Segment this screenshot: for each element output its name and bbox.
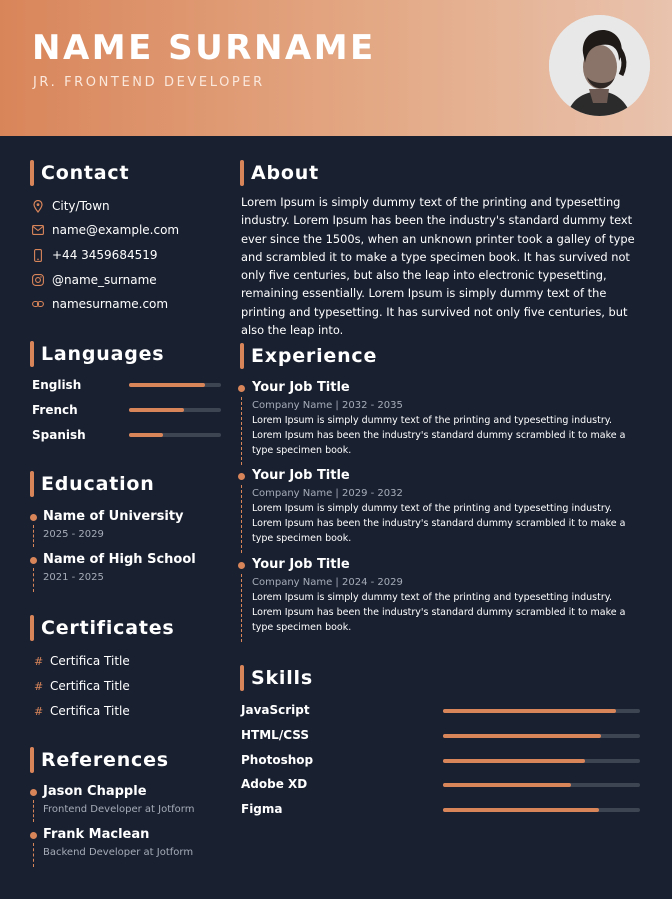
timeline-line	[33, 525, 34, 547]
language-level-bar	[129, 433, 221, 437]
language-row	[32, 377, 222, 395]
level-fill	[443, 734, 601, 738]
item-subtitle: Company Name | 2029 - 2032	[252, 488, 403, 499]
item-title: Name of University	[43, 509, 184, 524]
job-role: JR. FRONTEND DEVELOPER	[33, 75, 265, 90]
level-fill	[129, 433, 163, 437]
item-title: Name of High School	[43, 552, 196, 567]
skills-heading	[240, 665, 313, 691]
contact-website[interactable]: namesurname.com	[32, 295, 168, 313]
item-subtitle: 2021 - 2025	[43, 572, 104, 583]
item-description: Lorem Ipsum is simply dummy text of the printing and typesetting industry. Lorem Ipsum has been the industry's standard dummy scrambled it to make a type specimen book.	[252, 592, 626, 633]
timeline-dot	[238, 562, 245, 569]
timeline-line	[33, 843, 34, 867]
level-fill	[129, 408, 184, 412]
skill-level-bar	[443, 808, 640, 812]
item-label: Certifica Title	[50, 704, 130, 718]
certificate-item	[34, 653, 130, 669]
section-title: Certificates	[41, 617, 175, 639]
section-accent-bar	[30, 615, 34, 641]
item-label: HTML/CSS	[241, 728, 309, 742]
hash-icon: #	[34, 679, 44, 693]
languages-heading	[30, 341, 164, 367]
timeline-dot	[30, 832, 37, 839]
timeline-dot	[30, 557, 37, 564]
item-label: Photoshop	[241, 753, 314, 767]
section-accent-bar	[240, 343, 244, 369]
item-label: English	[32, 378, 82, 392]
section-title: Languages	[41, 343, 165, 365]
section-title: References	[41, 749, 169, 771]
section-accent-bar	[240, 160, 244, 186]
timeline-line	[241, 397, 242, 465]
item-title: Your Job Title	[252, 468, 350, 483]
section-title: Skills	[251, 667, 313, 689]
contact-location: City/Town	[32, 197, 110, 215]
item-subtitle: 2025 - 2029	[43, 529, 104, 540]
timeline-dot	[30, 514, 37, 521]
item-description: Lorem Ipsum is simply dummy text of the printing and typesetting industry. Lorem Ipsum has been the industry's standard dummy scrambled it to make a type specimen book.	[252, 503, 626, 544]
skill-row	[241, 801, 641, 819]
item-title: Jason Chapple	[43, 784, 147, 799]
full-name: NAME SURNAME	[32, 28, 376, 68]
level-fill	[443, 709, 616, 713]
section-title: Education	[41, 473, 155, 495]
experience-heading	[240, 343, 377, 369]
level-fill	[443, 759, 585, 763]
item-subtitle: Backend Developer at Jotform	[43, 847, 194, 858]
section-accent-bar	[240, 665, 244, 691]
item-label: Certifica Title	[50, 654, 130, 668]
item-title: Frank Maclean	[43, 827, 150, 842]
contact-email[interactable]: name@example.com	[32, 221, 179, 239]
certificates-heading	[30, 615, 175, 641]
section-accent-bar	[30, 341, 34, 367]
timeline-line	[33, 800, 34, 822]
skill-level-bar	[443, 759, 640, 763]
language-level-bar	[129, 383, 221, 387]
section-accent-bar	[30, 747, 34, 773]
item-label: Figma	[241, 802, 283, 816]
about-text: Lorem Ipsum is simply dummy text of the printing and typesetting industry. Lorem Ipsum has been the industry's standard dummy text ever since the 1500s, when an unknown printer took a galley of type and scrambled it to make a type specimen book. It has survived not only five centuries, but also the leap into electronic typesetting, remaining essentially. Lorem Ipsum is simply dummy text of the printing and typesetting. It has survived not only five centuries, but also the leap into.	[241, 195, 635, 338]
phone-icon	[32, 248, 44, 262]
timeline-dot	[238, 473, 245, 480]
mail-icon	[32, 223, 44, 237]
language-row	[32, 402, 222, 420]
contact-instagram[interactable]: @name_surname	[32, 271, 157, 289]
item-description: Lorem Ipsum is simply dummy text of the printing and typesetting industry. Lorem Ipsum has been the industry's standard dummy scrambled it to make a type specimen book.	[252, 415, 626, 456]
education-heading	[30, 471, 155, 497]
section-title: About	[251, 162, 319, 184]
portrait-image	[549, 15, 650, 116]
item-subtitle: Company Name | 2032 - 2035	[252, 400, 403, 411]
contact-heading	[30, 160, 129, 186]
item-subtitle: Frontend Developer at Jotform	[43, 804, 195, 815]
section-accent-bar	[30, 471, 34, 497]
avatar	[549, 15, 650, 116]
hash-icon: #	[34, 704, 44, 718]
contact-phone[interactable]: +44 3459684519	[32, 246, 158, 264]
about-heading	[240, 160, 319, 186]
certificate-item	[34, 703, 130, 719]
section-title: Contact	[41, 162, 130, 184]
item-label: Spanish	[32, 428, 86, 442]
timeline-line	[241, 574, 242, 642]
hash-icon: #	[34, 654, 44, 668]
language-row	[32, 427, 222, 445]
certificate-item	[34, 678, 130, 694]
timeline-dot	[30, 789, 37, 796]
item-label: Certifica Title	[50, 679, 130, 693]
link-icon	[32, 297, 44, 311]
level-fill	[129, 383, 205, 387]
timeline-dot	[238, 385, 245, 392]
section-title: Experience	[251, 345, 378, 367]
item-title: Your Job Title	[252, 380, 350, 395]
header	[0, 0, 672, 136]
item-label: French	[32, 403, 78, 417]
references-heading	[30, 747, 169, 773]
timeline-line	[241, 485, 242, 553]
skill-row	[241, 727, 641, 745]
skill-level-bar	[443, 783, 640, 787]
language-level-bar	[129, 408, 221, 412]
skill-row	[241, 702, 641, 720]
item-subtitle: Company Name | 2024 - 2029	[252, 577, 403, 588]
skill-row	[241, 776, 641, 794]
timeline-line	[33, 568, 34, 592]
item-label: JavaScript	[241, 703, 310, 717]
item-label: Adobe XD	[241, 777, 308, 791]
instagram-icon	[32, 273, 44, 287]
skill-row	[241, 752, 641, 770]
item-title: Your Job Title	[252, 557, 350, 572]
location-pin-icon	[32, 199, 44, 213]
level-fill	[443, 808, 599, 812]
skill-level-bar	[443, 709, 640, 713]
section-accent-bar	[30, 160, 34, 186]
skill-level-bar	[443, 734, 640, 738]
level-fill	[443, 783, 571, 787]
